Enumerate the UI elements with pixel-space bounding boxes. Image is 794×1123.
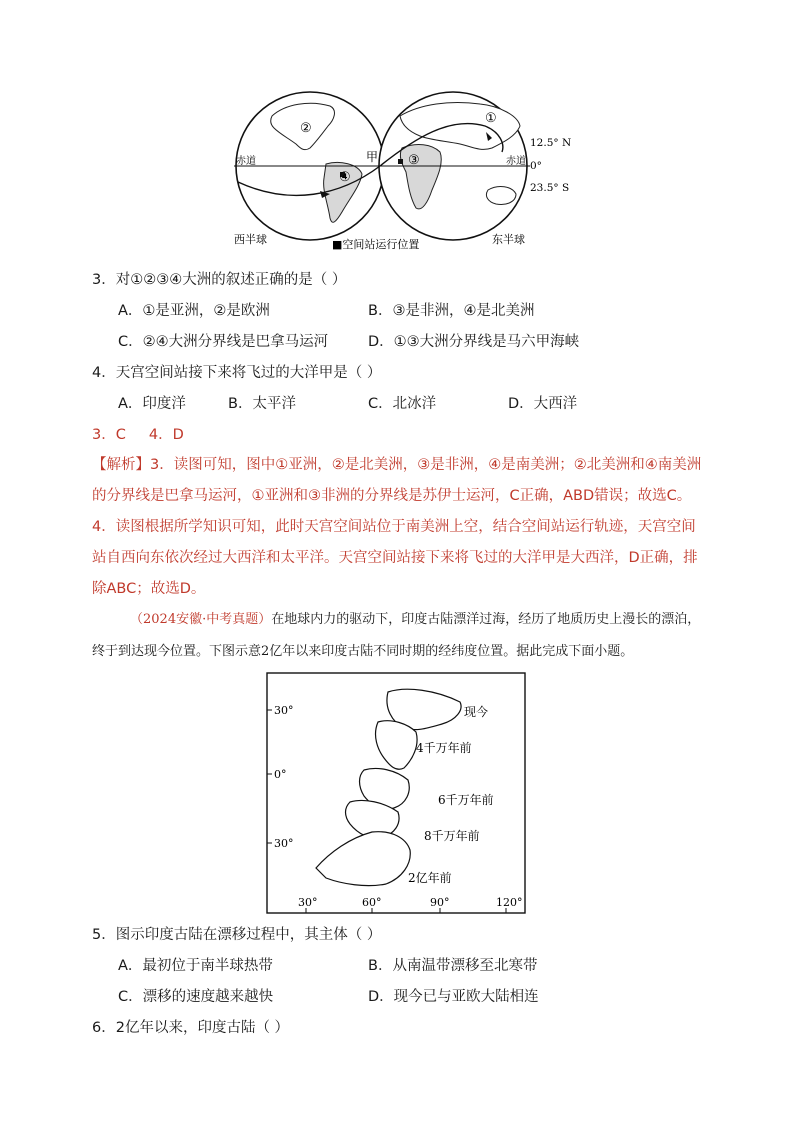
intro-text: 在地球内力的驱动下，印度古陆漂洋过海，经历了地质历史上漫长的漂泊，终于到达现今位置。下图示意2亿年以来印度古陆不同时期的经纬度位置。据此完成下面小题。 [92,612,701,659]
y-tick-30s: 30° [274,837,294,850]
label-equator-left: 赤道 [236,156,256,167]
x-tick-90: 90° [430,896,450,909]
q3-stem: 3．对①②③④大洲的叙述正确的是（ ） [92,272,347,288]
y-tick-0: 0° [274,768,287,781]
q5-stem: 5．图示印度古陆在漂移过程中，其主体（ ） [92,927,382,943]
q5-option-d: D．现今已与亚欧大陆相连 [368,989,539,1005]
label-lat-12-5: 12.5° N [530,137,572,149]
analysis-tag: 【解析】 [92,457,150,473]
analysis-paragraph-1 [92,450,702,512]
q5-option-a: A．最初位于南半球热带 [118,958,273,974]
label-4: ④ [339,170,351,185]
stage-60ma: 6千万年前 [438,793,494,807]
label-lat-0: 0° [530,160,542,172]
x-tick-60: 60° [362,896,382,909]
label-equator-right: 赤道 [506,156,526,167]
label-east: 东半球 [492,233,525,246]
stage-present: 现今 [464,705,489,719]
stage-80ma: 8千万年前 [424,829,480,843]
label-west: 西半球 [234,233,267,246]
answer-4: 4．D [148,427,184,443]
hemisphere-map [230,86,575,254]
source-tag: （2024安徽·中考真题） [130,612,272,627]
y-tick-30n: 30° [274,704,294,717]
label-lat-23-5: 23.5° S [530,182,570,194]
q4-option-a: A．印度洋 [118,396,186,412]
question-intro [92,604,702,668]
q4-stem: 4．天宫空间站接下来将飞过的大洋甲是（ ） [92,365,382,381]
analysis-block [92,450,702,605]
answer-3: 3．C [92,427,126,443]
x-tick-120: 120° [496,896,523,909]
stage-200ma: 2亿年前 [408,871,452,885]
q4-option-d: D．大西洋 [508,396,578,412]
x-tick-30: 30° [298,896,318,909]
label-station: ■空间站运行位置 [332,238,420,251]
q6-stem: 6．2亿年以来，印度古陆（ ） [92,1020,290,1036]
label-1: ① [485,111,497,126]
q4-option-b: B．太平洋 [228,396,296,412]
q5-option-b: B．从南温带漂移至北寒带 [368,958,538,974]
label-2: ② [300,121,312,136]
q3-option-d: D．①③大洲分界线是马六甲海峡 [368,334,580,350]
q3-option-c: C．②④大洲分界线是巴拿马运河 [118,334,329,350]
q4-option-c: C．北冰洋 [368,396,437,412]
analysis-text-3: 3．读图可知，图中①亚洲，②是北美洲，③是非洲，④是南美洲；②北美洲和④南美洲的分界线是巴拿马运河，①亚洲和③非洲的分界线是苏伊士运河，C正确，ABD错误；故选C。 [92,457,702,504]
label-jia: 甲 [366,150,379,164]
label-3: ③ [408,153,420,168]
answer-line [92,425,184,445]
q3-option-b: B．③是非洲，④是北美洲 [368,303,535,319]
stage-40ma: 4千万年前 [416,741,472,755]
q5-option-c: C．漂移的速度越来越快 [118,989,274,1005]
analysis-paragraph-2: 4．读图根据所学知识可知，此时天宫空间站位于南美洲上空，结合空间站运行轨迹，天宫空间站自西向东依次经过大西洋和太平洋。天宫空间站接下来将飞过的大洋甲是大西洋，D正确，排除ABC；故选D。 [92,519,698,597]
india-drift-map [266,672,526,914]
q3-option-a: A．①是亚洲，②是欧洲 [118,303,270,319]
